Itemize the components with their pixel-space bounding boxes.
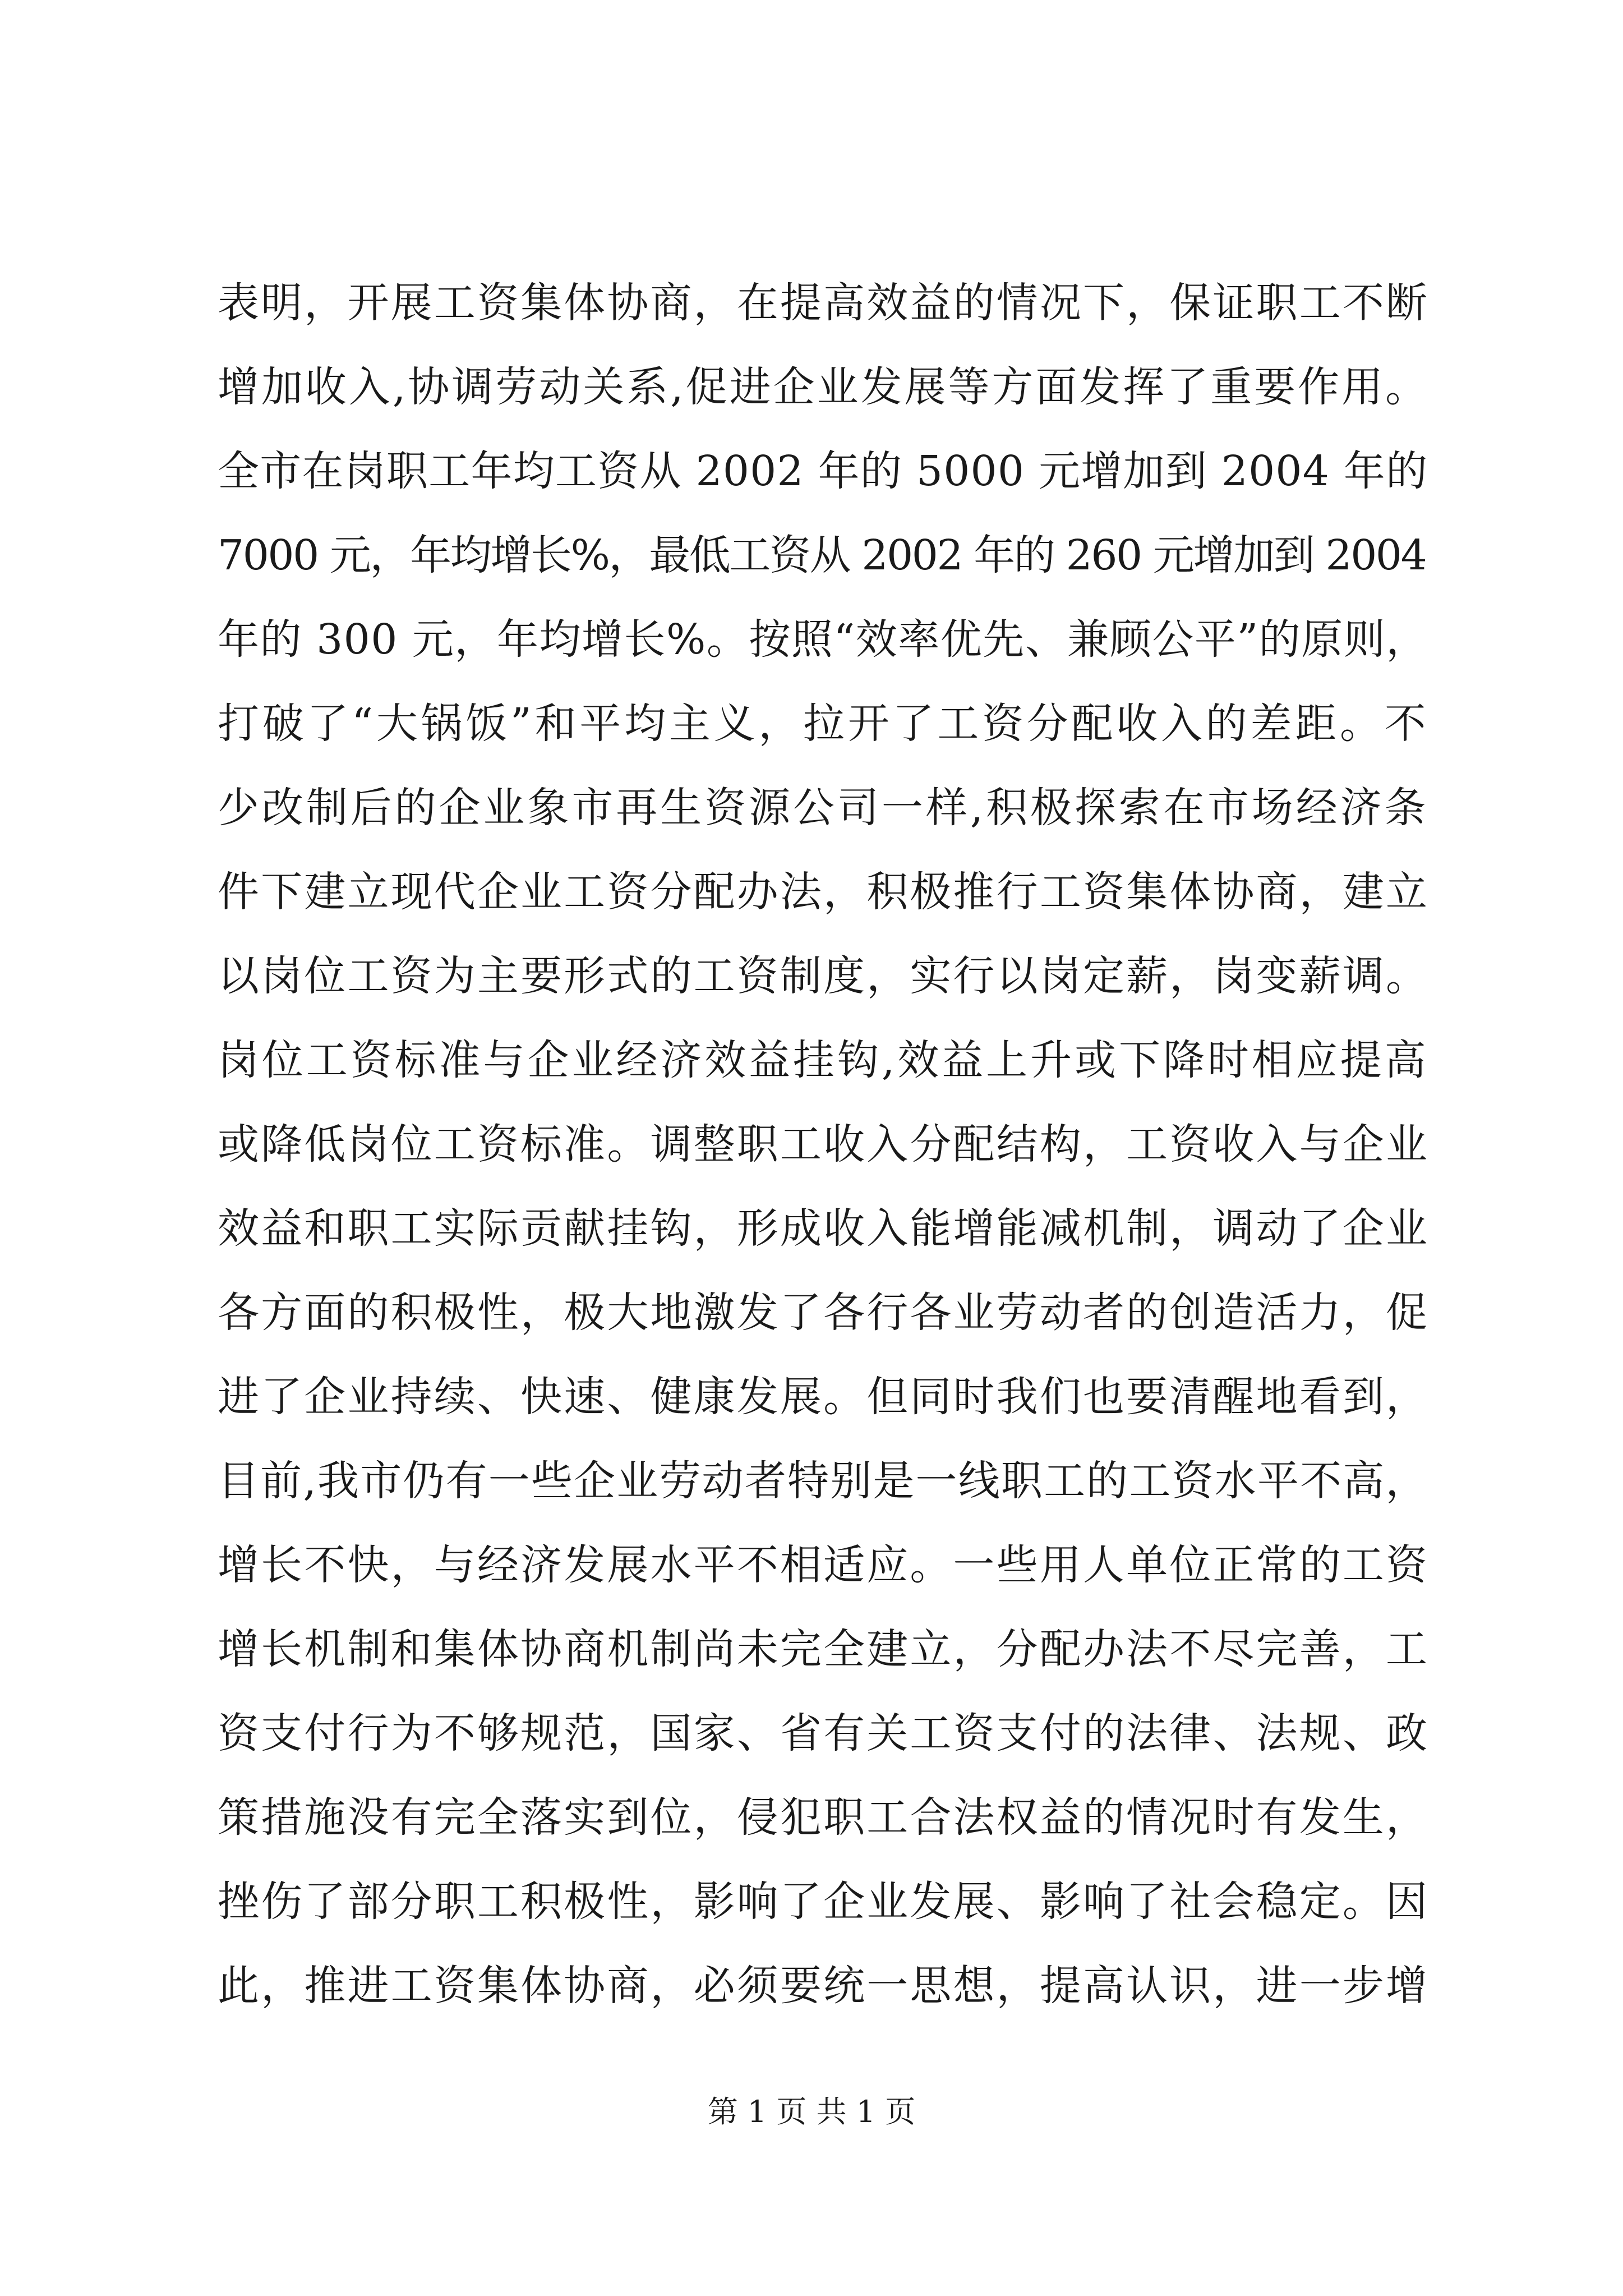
text-line: 增长不快，与经济发展水平不相适应。一些用人单位正常的工资	[218, 1541, 1430, 1589]
text-line: 目前,我市仍有一些企业劳动者特别是一线职工的工资水平不高，	[218, 1457, 1428, 1505]
text-line: 表明，开展工资集体协商，在提高效益的情况下，保证职工不断	[218, 279, 1430, 327]
page-footer	[0, 2092, 1623, 2132]
text-line: 或降低岗位工资标准。调整职工收入分配结构，工资收入与企业	[218, 1120, 1430, 1168]
text-line: 各方面的积极性，极大地激发了各行各业劳动者的创造活力，促	[218, 1289, 1430, 1337]
text-line: 策措施没有完全落实到位，侵犯职工合法权益的情况时有发生，	[218, 1793, 1430, 1842]
page-number-label: 第 1 页 共 1 页	[707, 2094, 916, 2129]
text-line: 7000 元，年均增长%，最低工资从 2002 年的 260 元增加到 2004	[218, 531, 1426, 579]
text-line: 以岗位工资为主要形式的工资制度，实行以岗定薪，岗变薪调。	[218, 952, 1430, 1000]
text-line: 打破了“大锅饭”和平均主义，拉开了工资分配收入的差距。不	[218, 700, 1430, 748]
text-line: 岗位工资标准与企业经济效益挂钩,效益上升或下降时相应提高	[218, 1036, 1429, 1084]
text-line: 少改制后的企业象市再生资源公司一样,积极探索在市场经济条	[218, 784, 1429, 832]
text-line: 进了企业持续、快速、健康发展。但同时我们也要清醒地看到，	[218, 1373, 1430, 1421]
text-line: 增加收入,协调劳动关系,促进企业发展等方面发挥了重要作用。	[218, 363, 1430, 411]
text-line: 挫伤了部分职工积极性，影响了企业发展、影响了社会稳定。因	[218, 1878, 1430, 1926]
body-paragraph	[218, 261, 1429, 2028]
text-line: 增长机制和集体协商机制尚未完全建立，分配办法不尽完善，工	[218, 1625, 1430, 1673]
text-line: 全市在岗职工年均工资从 2002 年的 5000 元增加到 2004 年的	[218, 447, 1428, 495]
text-line: 此，推进工资集体协商，必须要统一思想，提高认识，进一步增	[218, 1962, 1430, 2010]
text-line: 效益和职工实际贡献挂钩，形成收入能增能减机制，调动了企业	[218, 1204, 1430, 1253]
text-line: 件下建立现代企业工资分配办法，积极推行工资集体协商，建立	[218, 868, 1430, 916]
text-line: 资支付行为不够规范，国家、省有关工资支付的法律、法规、政	[218, 1709, 1430, 1757]
text-line: 年的 300 元，年均增长%。按照“效率优先、兼顾公平”的原则，	[218, 615, 1428, 664]
